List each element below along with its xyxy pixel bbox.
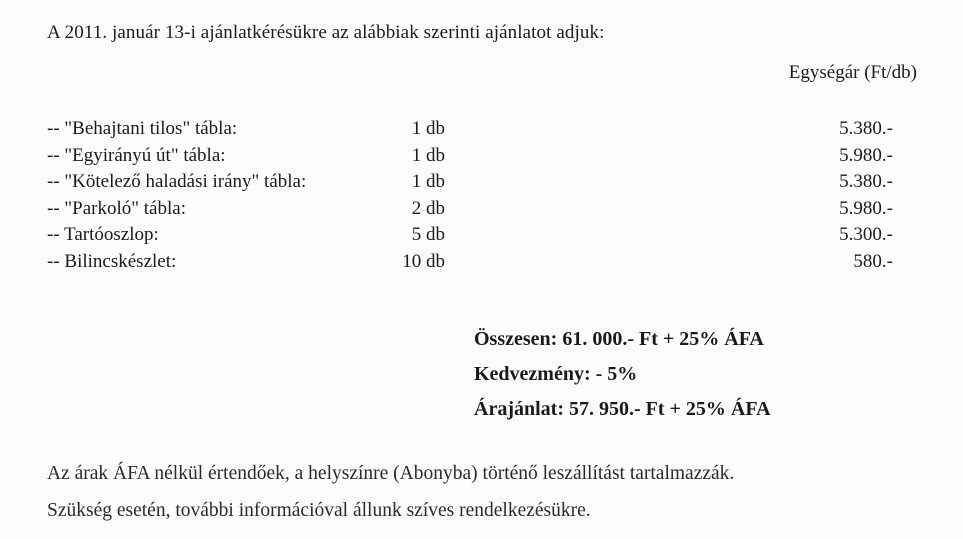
footer-line-2: Szükség esetén, további információval állunk szíves rendelkezésükre. (47, 500, 591, 521)
item-quantity: 10 db (402, 250, 445, 272)
list-item (47, 116, 917, 143)
item-list (47, 116, 917, 275)
offer-line: Árajánlat: 57. 950.- Ft + 25% ÁFA (474, 398, 771, 420)
item-name: -- "Kötelező haladási irány" tábla: (47, 171, 307, 192)
item-name: -- "Parkoló" tábla: (47, 197, 186, 219)
item-quantity: 2 db (411, 197, 445, 219)
item-name: -- Tartóoszlop: (47, 224, 159, 245)
item-quantity: 1 db (411, 171, 445, 192)
list-item (47, 249, 917, 276)
item-price: 5.980.- (839, 197, 893, 219)
list-item (47, 222, 917, 249)
discount-line: Kedvezmény: - 5% (474, 363, 638, 385)
totals-block (474, 322, 771, 427)
item-price: 5.980.- (839, 144, 893, 166)
item-price: 5.380.- (839, 118, 893, 139)
item-quantity: 1 db (411, 118, 445, 139)
list-item (47, 143, 917, 170)
unit-price-header: Egységár (Ft/db) (788, 62, 917, 83)
item-quantity: 1 db (411, 144, 445, 166)
list-item (47, 169, 917, 196)
item-name: -- Bilincskészlet: (47, 250, 177, 272)
footer-notes (47, 455, 734, 529)
item-name: -- "Behajtani tilos" tábla: (47, 118, 238, 139)
item-quantity: 5 db (411, 224, 445, 245)
intro-text: A 2011. január 13-i ajánlatkérésükre az alábbiak szerinti ajánlatot adjuk: (47, 22, 605, 43)
item-price: 5.380.- (839, 171, 893, 192)
footer-line-1: Az árak ÁFA nélkül értendőek, a helyszínre (Abonyba) történő leszállítást tartalmazzák. (47, 463, 735, 484)
total-line: Összesen: 61. 000.- Ft + 25% ÁFA (474, 328, 764, 350)
list-item (47, 196, 917, 223)
item-price: 580.- (853, 250, 893, 272)
item-name: -- "Egyirányú út" tábla: (47, 144, 226, 166)
item-price: 5.300.- (839, 224, 893, 245)
